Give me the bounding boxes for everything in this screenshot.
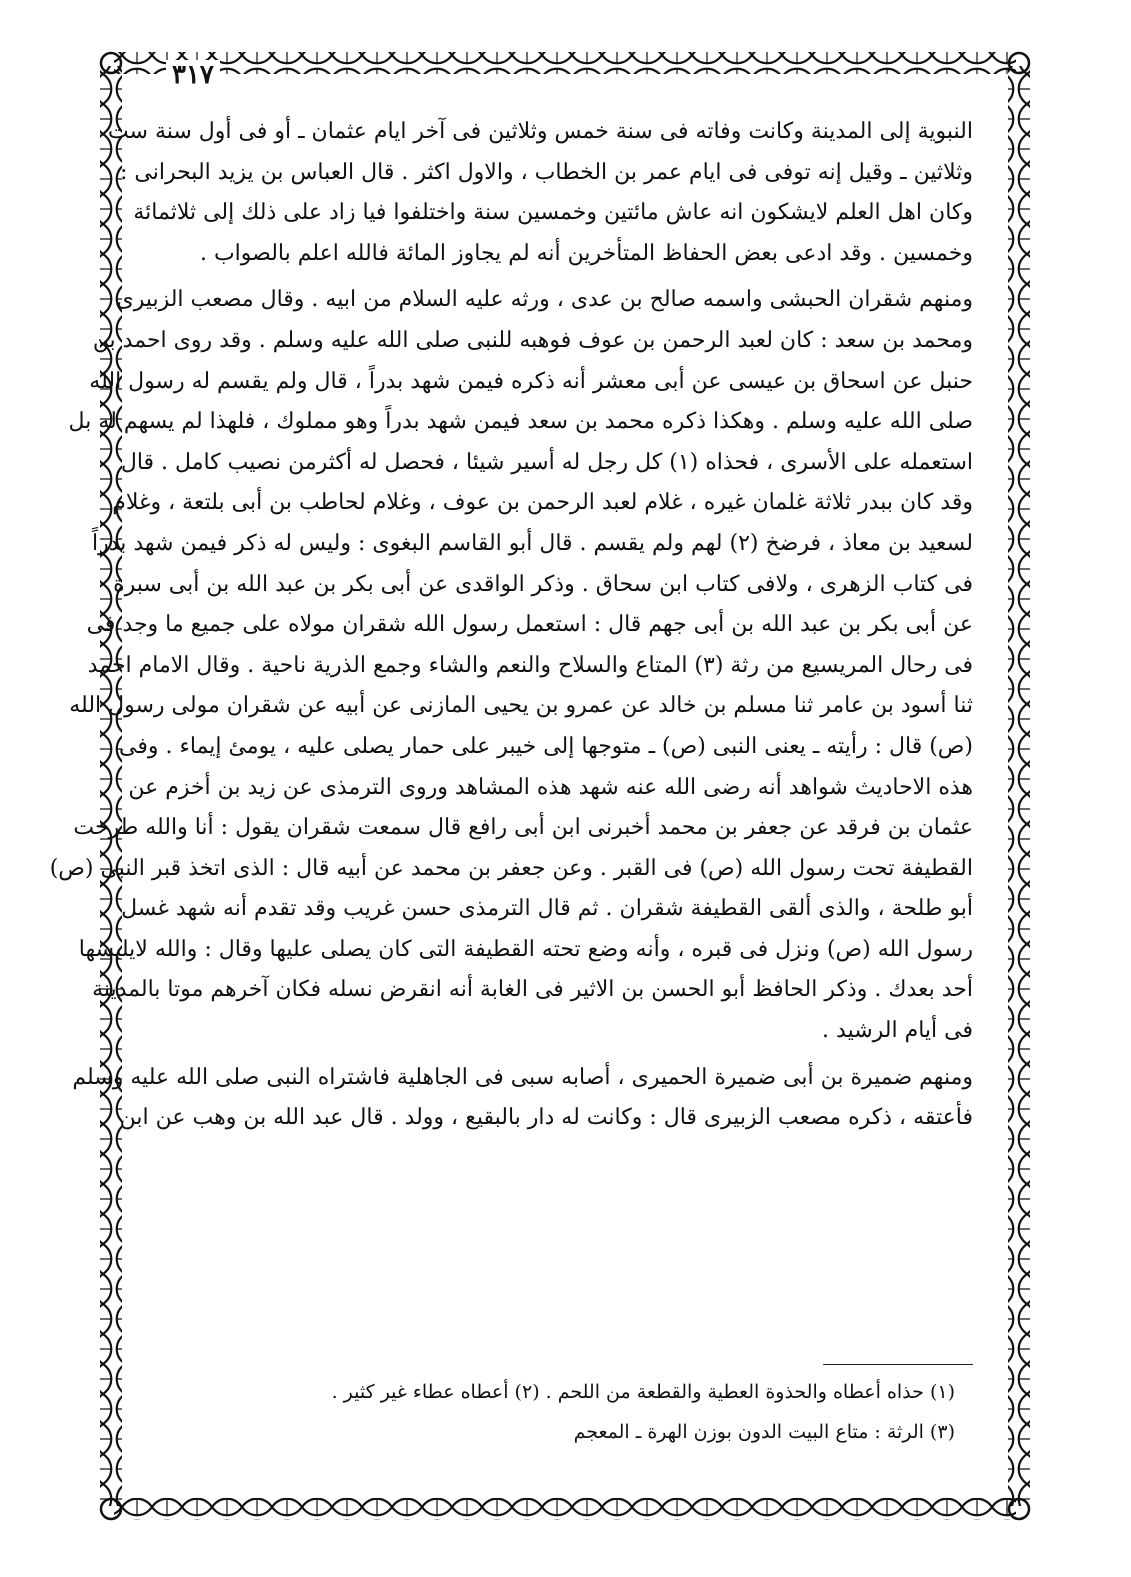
text-line: النبوية إلى المدينة وكانت وفاته فى سنة خمس وثلاثين فى آخر ايام عثمان ـ أو فى أول سنة ست <box>107 119 973 144</box>
text-line: وكان اهل العلم لايشكون انه عاش مائتين وخمسين سنة واختلفوا فيا زاد على ذلك إلى ثلاثمائة <box>133 200 973 226</box>
body-text <box>49 112 973 1139</box>
text-line: صلى الله عليه وسلم . وهكذا ذكره محمد بن سعد فيمن شهد بدراً وهو مملوك ، فلهذا لم يسهم له بل <box>68 409 973 435</box>
paragraph-3 <box>72 1058 973 1139</box>
text-line: عثمان بن فرقد عن جعفر بن محمد أخبرنى ابن أبى رافع قال سمعت شقران يقول : أنا والله طرحت <box>73 815 973 841</box>
text-line: أبو طلحة ، والذى ألقى القطيفة شقران . ثم قال الترمذى حسن غريب وقد تقدم أنه شهد غسل <box>121 896 973 922</box>
text-line: فى كتاب الزهرى ، ولافى كتاب ابن سحاق . وذكر الواقدى عن أبى بكر بن عبد الله بن أبى سبرة <box>113 571 973 597</box>
footnote-line: (٣) الرثة : متاع البيت الدون بوزن الهرة ـ المعجم <box>573 1421 955 1443</box>
footnotes <box>183 1372 973 1452</box>
text-line: أحد بعدك . وذكر الحافظ أبو الحسن بن الاثير فى الغابة أنه انقرض نسله فكان آخرهم موتا بالمدينة <box>92 977 973 1003</box>
text-line: فأعتقه ، ذكره مصعب الزبيرى قال : وكانت له دار بالبقيع ، وولد . قال عبد الله بن وهب عن ابن <box>119 1105 973 1131</box>
text-line: حنبل عن اسحاق بن عيسى عن أبى معشر أنه ذكره فيمن شهد بدراً ، قال ولم يقسم له رسول الله <box>89 368 973 394</box>
page-number: ٣١٧ <box>166 60 220 90</box>
text-line: عن أبى بكر بن عبد الله بن أبى جهم قال : استعمل رسول الله شقران مولاه على جميع ما وجد فى <box>86 612 973 638</box>
text-line: ثنا أسود بن عامر ثنا مسلم بن خالد عن عمرو بن يحيى المازنى عن أبيه عن شقران مولى رسول الله <box>69 693 973 719</box>
text-line: وثلاثين ـ وقيل إنه توفى فى ايام عمر بن الخطاب ، والاول اكثر . قال العباس بن يزيد البحرانى : <box>119 159 973 185</box>
text-line: استعمله على الأسرى ، فحذاه (١) كل رجل له أسير شيئا ، فحصل له أكثرمن نصيب كامل . قال <box>120 449 973 475</box>
text-line: (ص) قال : رأيته ـ يعنى النبى (ص) ـ متوجها إلى خيبر على حمار يصلى عليه ، يومئ إيماء . وفى <box>119 733 973 759</box>
text-line: فى أيام الرشيد . <box>822 1018 973 1044</box>
text-line: وخمسين . وقد ادعى بعض الحفاظ المتأخرين أنه لم يجاوز المائة فالله اعلم بالصواب . <box>199 240 973 266</box>
text-line: هذه الاحاديث شواهد أنه رضى الله عنه شهد هذه المشاهد وروى الترمذى عن زيد بن أخزم عن <box>128 774 973 800</box>
footnote-separator <box>823 1364 973 1365</box>
footnote-line: (١) حذاه أعطاه والحذوة العطية والقطعة من اللحم . (٢) أعطاه عطاء غير كثير . <box>331 1381 955 1403</box>
text-line: لسعيد بن معاذ ، فرضخ (٢) لهم ولم يقسم . قال أبو القاسم البغوى : وليس له ذكر فيمن شهد بدراً <box>91 530 973 556</box>
text-line: ومحمد بن سعد : كان لعبد الرحمن بن عوف فوهبه للنبى صلى الله عليه وسلم . وقد روى احمد بن <box>92 327 973 353</box>
text-line: وقد كان ببدر ثلاثة غلمان غيره ، غلام لعبد الرحمن بن عوف ، وغلام لحاطب بن أبى بلتعة ، وغلام <box>112 490 973 516</box>
text-line: ومنهم شقران الحبشى واسمه صالح بن عدى ، ورثه عليه السلام من ابيه . وقال مصعب الزبيرى <box>116 287 973 313</box>
paragraph-1 <box>107 112 973 274</box>
text-line: ومنهم ضميرة بن أبى ضميرة الحميرى ، أصابه سبى فى الجاهلية فاشتراه النبى صلى الله عليه وسلم <box>72 1064 973 1090</box>
text-line: القطيفة تحت رسول الله (ص) فى القبر . وعن جعفر بن محمد عن أبيه قال : الذى اتخذ قبر النبى (ص) <box>49 855 973 881</box>
paragraph-2 <box>49 280 973 1051</box>
text-line: فى رحال المريسيع من رثة (٣) المتاع والسلاح والنعم والشاء وجمع الذرية ناحية . وقال الامام احمد <box>87 652 973 678</box>
text-line: رسول الله (ص) ونزل فى قبره ، وأنه وضع تحته القطيفة التى كان يصلى عليها وقال : والله لايلبسها <box>78 936 973 962</box>
